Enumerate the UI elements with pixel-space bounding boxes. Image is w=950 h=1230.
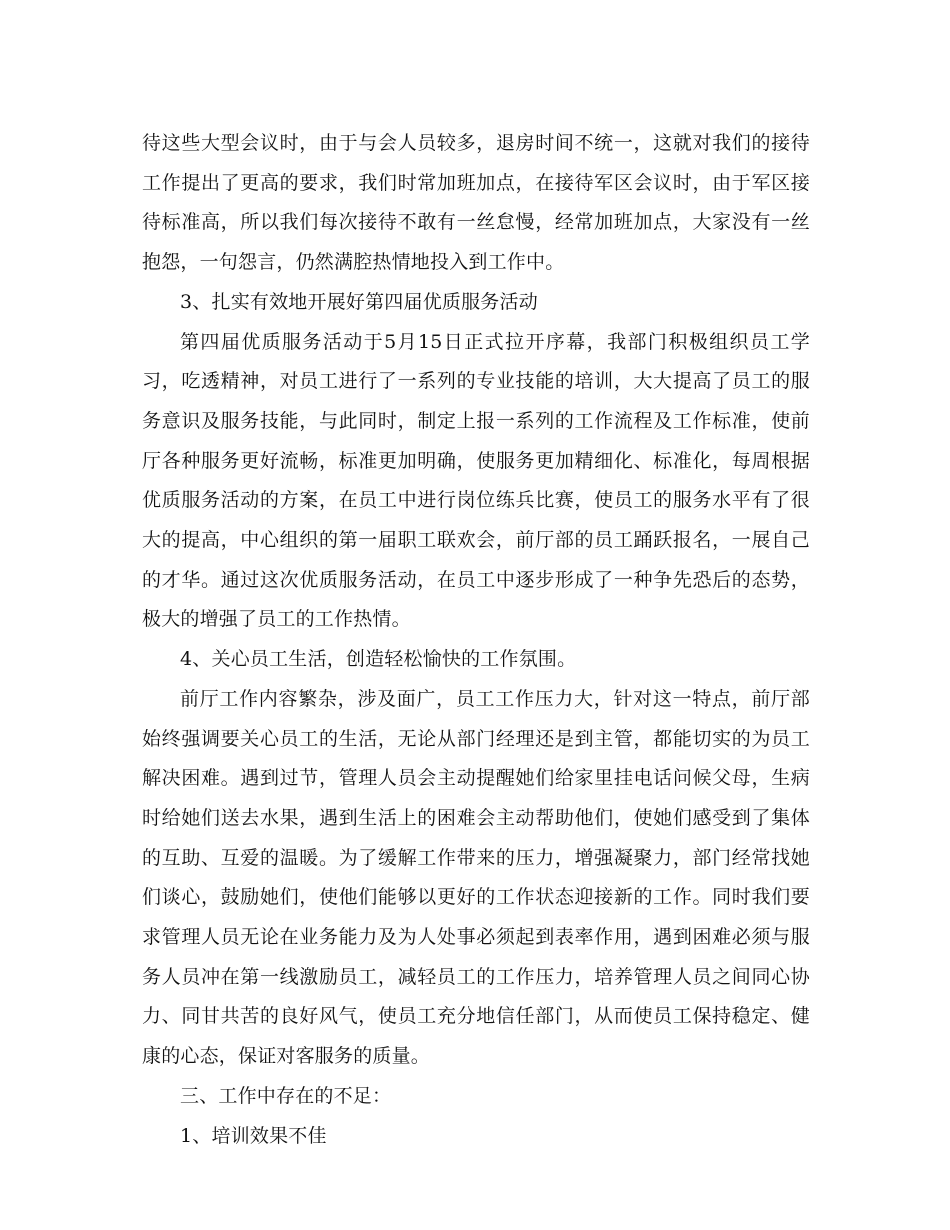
subheading-training-effect: 1、培训效果不佳: [180, 1124, 327, 1147]
paragraph-quality-service: 第四届优质服务活动于5月15日正式拉开序幕，我部门积极组织员工学习，吃透精神，对员工进行了一系列的专业技能的培训，大大提高了员工的服务意识及服务技能，与此同时，制定上报一系列的工作流程及工作标准，使前厅各种服务更好流畅，标准更加明确，使服务更加精细化、标准化，每周根据优质服务活动的方案，在员工中进行岗位练兵比赛，使员工的服务水平有了很大的提高，中心组织的第一届职工联欢会，前厅部的员工踊跃报名，一展自己的才华。通过这次优质服务活动，在员工中逐步形成了一种争先恐后的态势，极大的增强了员工的工作热情。: [142, 330, 810, 631]
paragraph-continuation: 待这些大型会议时，由于与会人员较多，退房时间不统一，这就对我们的接待工作提出了更高的要求，我们时常加班加点，在接待军区会议时，由于军区接待标准高，所以我们每次接待不敢有一丝怠慢，经常加班加点，大家没有一丝抱怨，一句怨言，仍然满腔热情地投入到工作中。: [142, 132, 810, 274]
document-body: [142, 124, 810, 1156]
section-heading-employee-care: 4、关心员工生活，创造轻松愉快的工作氛围。: [180, 648, 577, 671]
section-heading-shortcomings: 三、工作中存在的不足：: [180, 1084, 392, 1107]
section-heading-quality-service: 3、扎实有效地开展好第四届优质服务活动: [180, 290, 538, 313]
paragraph-employee-care: 前厅工作内容繁杂，涉及面广，员工工作压力大，针对这一特点，前厅部始终强调要关心员工的生活，无论从部门经理还是到主管，都能切实的为员工解决困难。遇到过节，管理人员会主动提醒她们给家里挂电话问候父母，生病时给她们送去水果，遇到生活上的困难会主动帮助他们，使她们感受到了集体的互助、互爱的温暖。为了缓解工作带来的压力，增强凝聚力，部门经常找她们谈心，鼓励她们，使他们能够以更好的工作状态迎接新的工作。同时我们要求管理人员无论在业务能力及为人处事必须起到表率作用，遇到困难必须与服务人员冲在第一线激励员工，减轻员工的工作压力，培养管理人员之间同心协力、同甘共苦的良好风气，使员工充分地信任部门，从而使员工保持稳定、健康的心态，保证对客服务的质量。: [142, 687, 810, 1068]
